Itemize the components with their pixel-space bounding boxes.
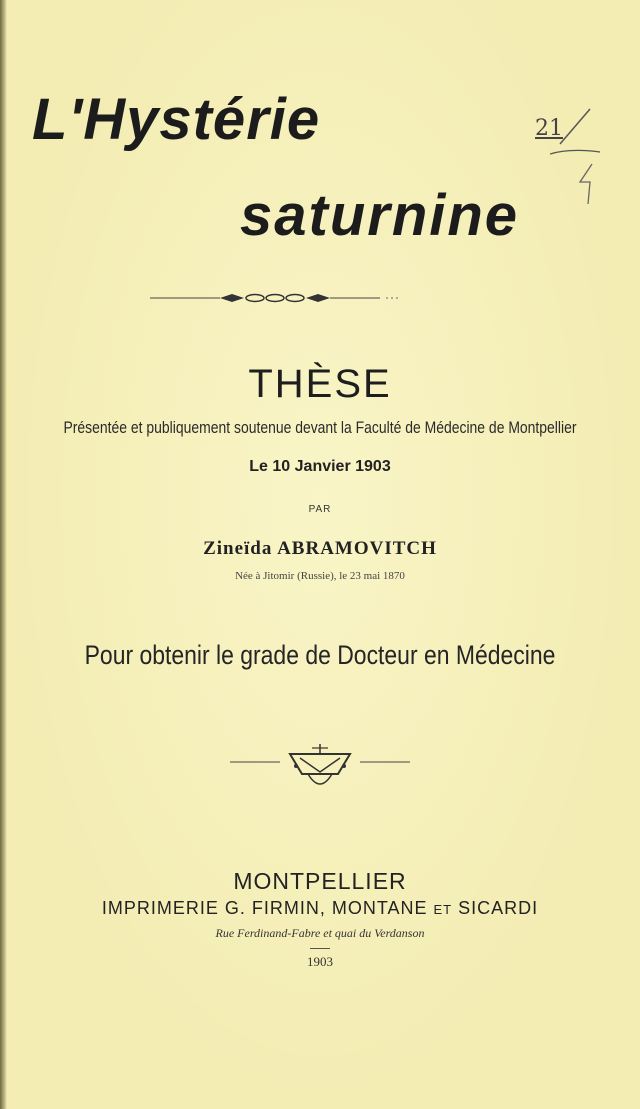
- imprint-printer: [0, 898, 640, 919]
- printer-name: IMPRIMERIE G. FIRMIN, MONTANE: [101, 898, 428, 918]
- defense-date: Le 10 Janvier 1903: [249, 458, 391, 475]
- title-line-1: L'Hystérie: [32, 87, 321, 152]
- imprint-address: Rue Ferdinand-Fabre et quai du Verdanson: [215, 926, 425, 940]
- title-line-2: saturnine: [240, 183, 520, 248]
- short-divider: [310, 948, 330, 949]
- ornamental-rule-icon: [150, 290, 400, 306]
- author-birth: Née à Jitomir (Russie), le 23 mai 1870: [235, 570, 405, 582]
- degree-line: Pour obtenir le grade de Docteur en Médecine: [84, 640, 556, 670]
- thesis-heading: THÈSE: [248, 362, 392, 406]
- printer-partner: SICARDI: [458, 898, 539, 918]
- printer-vignette-icon: [230, 740, 410, 800]
- by-label: PAR: [308, 504, 332, 515]
- presentation-line: Présentée et publiquement soutenue devant la Faculté de Médecine de Montpellier: [63, 418, 577, 437]
- author-name: Zineïda ABRAMOVITCH: [203, 538, 437, 559]
- handwritten-mark-icon: [550, 104, 610, 214]
- publication-year: 1903: [307, 954, 333, 969]
- shelfmark-number: 21: [535, 116, 563, 141]
- printer-conjunction: ET: [433, 902, 453, 917]
- imprint-city: MONTPELLIER: [233, 868, 407, 894]
